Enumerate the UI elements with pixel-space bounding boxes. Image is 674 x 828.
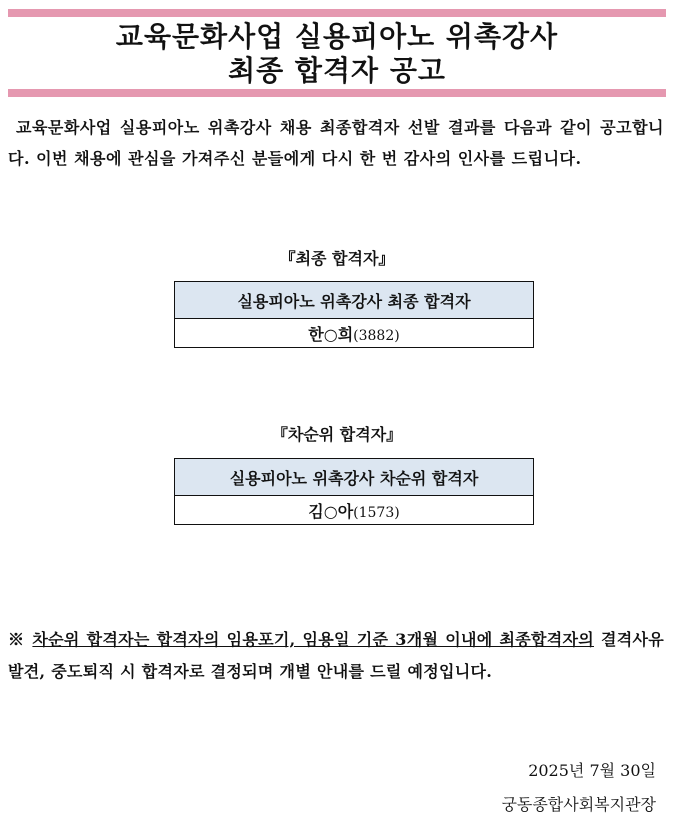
organization-name: 궁동종합사회복지관장 bbox=[501, 795, 656, 814]
reserve-table-cell bbox=[175, 496, 534, 525]
reserve-table-header: 실용피아노 위촉강사 차순위 합격자 bbox=[175, 459, 534, 496]
intro-paragraph: 교육문화사업 실용피아노 위촉강사 채용 최종합격자 선발 결과를 다음과 같이 공고합니다. 이번 채용에 관심을 가져주신 분들에게 다시 한 번 감사의 인사를 드립니다. bbox=[8, 118, 664, 168]
reserve-result-table bbox=[174, 458, 534, 525]
page-title: 교육문화사업 실용피아노 위촉강사 bbox=[115, 20, 559, 53]
final-candidate-name: 한○희 bbox=[308, 324, 354, 344]
final-section-label: 『최종 합격자』 bbox=[279, 249, 395, 268]
announcement-date: 2025년 7월 30일 bbox=[528, 761, 656, 780]
final-candidate-id: (3882) bbox=[353, 327, 400, 344]
reserve-section-label: 『차순위 합격자』 bbox=[271, 425, 403, 444]
notice-rest-text: 결격사유 발견, 중도퇴직 시 합격자로 결정되며 개별 안내를 드릴 예정입니다. bbox=[8, 630, 664, 681]
final-table-header: 실용피아노 위촉강사 최종 합격자 bbox=[175, 282, 534, 319]
final-table-cell bbox=[175, 319, 534, 348]
notice-mark: ※ bbox=[8, 630, 26, 649]
notice-underlined-text: 차순위 합격자는 합격자의 임용포기, 임용일 기준 3개월 이내에 최종합격자의 bbox=[32, 630, 594, 649]
title-block bbox=[8, 9, 666, 95]
reserve-candidate-name: 김○아 bbox=[308, 501, 354, 521]
reserve-candidate-id: (1573) bbox=[353, 504, 400, 521]
page-subtitle: 최종 합격자 공고 bbox=[228, 54, 446, 87]
title-bottom-rule bbox=[8, 89, 666, 97]
title-top-rule bbox=[8, 9, 666, 17]
notice-paragraph bbox=[8, 624, 664, 688]
final-result-table bbox=[174, 281, 534, 348]
